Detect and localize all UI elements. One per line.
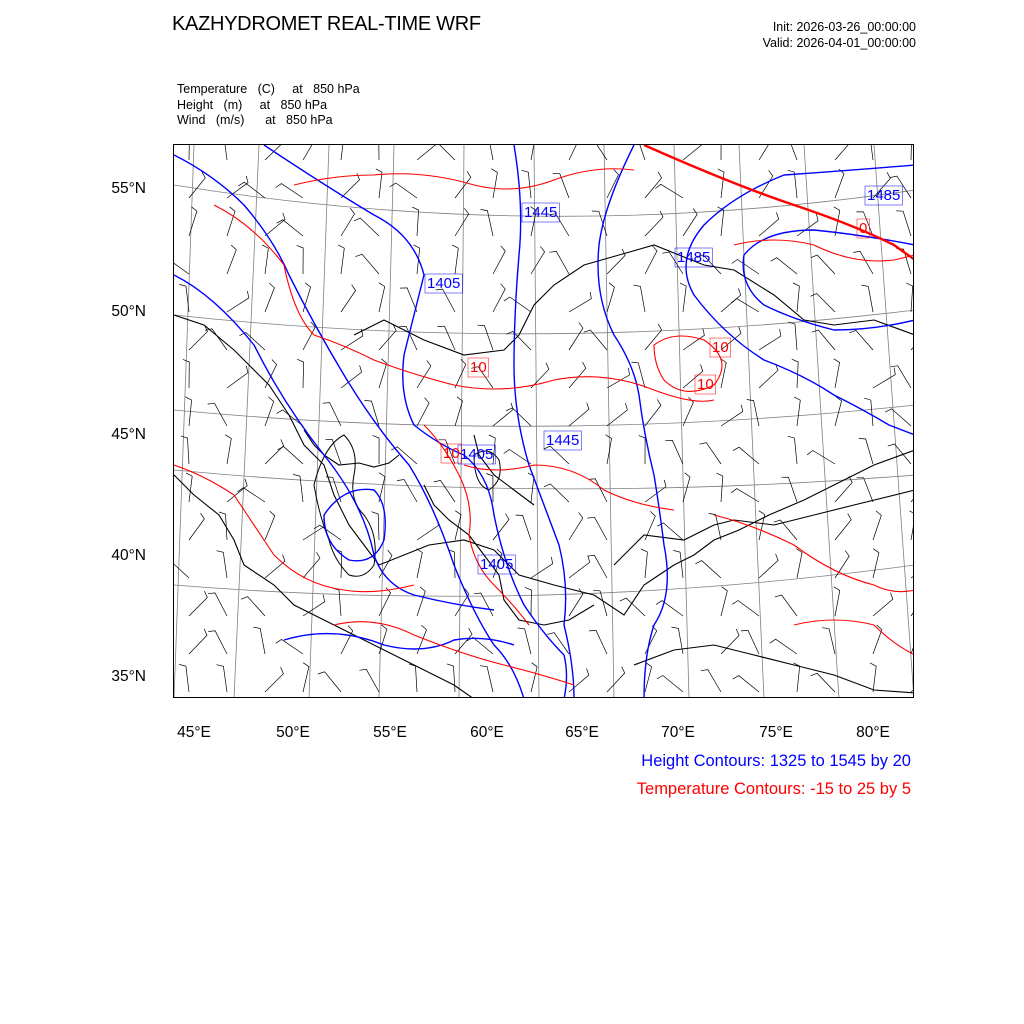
wind-barb — [781, 145, 797, 160]
wind-barb — [481, 210, 494, 237]
wind-barb — [811, 673, 835, 692]
wind-barb — [417, 398, 429, 426]
wind-barb — [645, 172, 662, 198]
wind-barb — [911, 557, 914, 578]
height-contours — [174, 145, 914, 698]
wind-barb — [323, 403, 341, 426]
temperature-contour-label: 10 — [712, 339, 729, 356]
wind-barb — [217, 551, 228, 578]
init-time: Init: 2026-03-26_00:00:00 — [772, 20, 916, 34]
wind-barb — [645, 626, 657, 654]
wind-barb — [771, 258, 797, 274]
wind-barb — [227, 366, 248, 388]
country-borders — [174, 245, 914, 698]
wind-barb — [835, 514, 851, 540]
wind-barb — [873, 368, 895, 388]
wind-barb — [379, 588, 391, 616]
wind-barb — [569, 145, 580, 160]
wind-barb — [788, 322, 797, 350]
wind-barb — [238, 182, 265, 198]
wind-barb — [303, 519, 325, 540]
wind-barb — [455, 171, 471, 198]
wind-barb — [657, 676, 683, 693]
wind-barb — [181, 436, 189, 464]
wind-barb — [265, 213, 285, 236]
wind-barb — [293, 474, 303, 502]
wind-barb — [906, 283, 912, 312]
wind-barb — [372, 145, 379, 160]
run-info — [763, 19, 916, 51]
wind-barb — [569, 322, 583, 350]
wind-barb — [896, 211, 911, 236]
wind-barb — [354, 218, 379, 236]
map-title: KAZHYDROMET REAL-TIME WRF — [172, 13, 481, 35]
wind-barb — [491, 169, 497, 198]
wind-barb — [493, 403, 513, 426]
wind-barb — [812, 330, 835, 350]
wind-barb — [217, 145, 227, 160]
wind-barb — [189, 513, 204, 540]
wind-barb — [276, 639, 303, 654]
wind-barb — [189, 172, 205, 198]
wind-barb — [359, 669, 379, 692]
wind-barb — [731, 299, 759, 312]
wind-barb — [695, 561, 721, 578]
wind-barb — [645, 399, 661, 426]
wind-barb — [400, 288, 417, 312]
wind-barb — [265, 511, 275, 540]
wind-barb — [265, 555, 285, 578]
temperature-legend: Temperature Contours: -15 to 25 by 5 — [636, 780, 911, 798]
wind-barb — [183, 145, 190, 160]
wind-barb — [759, 511, 765, 540]
wind-barb — [741, 630, 759, 654]
wind-barb — [759, 364, 778, 388]
wind-barb — [794, 663, 800, 692]
lon-label-65: 65°E — [565, 724, 599, 741]
wind-barb — [620, 598, 645, 616]
wind-barb — [870, 663, 876, 692]
wind-barb — [732, 260, 759, 275]
wind-barb — [759, 212, 779, 236]
wind-barb — [701, 670, 721, 692]
wind-barb — [530, 145, 536, 160]
lon-label-55: 55°E — [373, 724, 407, 741]
wind-barb — [416, 549, 422, 578]
wind-barb — [718, 169, 724, 198]
lon-label-70: 70°E — [661, 724, 695, 741]
wind-barb — [589, 630, 607, 654]
wind-barb — [911, 625, 914, 654]
wind-barb — [834, 587, 840, 616]
height-legend: Height Contours: 1325 to 1545 by 20 — [641, 752, 911, 770]
wind-barb — [518, 628, 531, 654]
wind-barb — [863, 145, 873, 160]
wind-barb — [531, 246, 545, 274]
wind-barb — [822, 628, 835, 654]
wind-barb — [770, 639, 797, 654]
wind-barb — [592, 211, 607, 236]
height-contour-label: 1445 — [524, 204, 558, 221]
map-panel — [173, 144, 914, 698]
wind-barb — [853, 251, 873, 274]
wind-barb — [493, 514, 509, 541]
wind-barb — [379, 283, 385, 312]
wind-barb — [265, 439, 284, 464]
wind-barb — [217, 665, 228, 692]
wind-barb — [732, 601, 759, 617]
wind-barb — [641, 549, 647, 578]
wind-barb — [547, 633, 569, 654]
wind-barb — [179, 284, 189, 312]
wind-barb — [910, 511, 915, 540]
wind-barb — [516, 515, 531, 540]
wind-barb — [262, 245, 268, 274]
wind-barb — [544, 484, 569, 502]
wind-barb — [759, 145, 773, 160]
wind-barb — [480, 666, 493, 692]
wind-barb — [645, 246, 657, 274]
lon-label-60: 60°E — [470, 724, 504, 741]
wind-barb — [341, 173, 360, 198]
wind-barb — [835, 169, 844, 198]
wind-barb — [888, 444, 911, 464]
wind-barb — [189, 629, 207, 654]
wind-barb — [174, 259, 189, 274]
wind-barb — [417, 360, 431, 388]
wind-barb — [607, 403, 627, 426]
wind-barb — [700, 443, 722, 464]
wind-barb — [208, 631, 227, 654]
wind-barb — [796, 549, 802, 578]
lon-label-75: 75°E — [759, 724, 793, 741]
wind-barb — [318, 672, 341, 692]
wind-barb — [493, 246, 505, 274]
wind-barb — [189, 325, 207, 350]
wind-barb — [857, 478, 873, 502]
height-contour-label: 1445 — [546, 432, 580, 449]
wind-barb — [522, 170, 532, 198]
temperature-contour-label: 10 — [470, 359, 487, 376]
wind-barb — [376, 169, 382, 198]
height-contour-label: 1485 — [677, 249, 711, 266]
field-wind: Wind (m/s) at 850 hPa — [177, 113, 333, 127]
wind-barb — [683, 397, 693, 426]
wind-barb — [793, 283, 799, 312]
wind-barb — [205, 329, 227, 350]
wind-barb — [365, 401, 380, 427]
wind-barb — [733, 447, 759, 464]
wind-barb — [593, 590, 607, 616]
wind-barb — [715, 145, 722, 160]
wind-barb — [297, 245, 304, 274]
wind-barb — [189, 207, 197, 236]
wind-barb — [645, 324, 662, 350]
wind-barb — [683, 145, 703, 160]
wind-barb — [873, 549, 879, 578]
lat-label-55: 55°N — [111, 180, 146, 197]
wind-barb — [481, 145, 493, 160]
wind-barb — [265, 283, 274, 312]
wind-barb — [341, 285, 356, 312]
lat-label-35: 35°N — [111, 668, 146, 685]
wind-barb — [390, 183, 417, 198]
wind-barb — [911, 325, 914, 350]
wind-barb — [911, 476, 914, 502]
wind-barb — [227, 207, 235, 236]
wind-barb — [430, 145, 455, 160]
wind-barb — [314, 525, 341, 540]
wind-barb — [227, 245, 236, 274]
temperature-contour-label: 10 — [443, 445, 460, 462]
wind-barb — [873, 625, 882, 654]
wind-barb — [225, 435, 231, 464]
wind-barb — [759, 554, 778, 578]
wind-barb — [849, 330, 873, 350]
valid-time: Valid: 2026-04-01_00:00:00 — [762, 36, 916, 50]
wind-barb — [379, 324, 396, 350]
wind-barb — [241, 597, 265, 616]
graticule — [174, 145, 914, 698]
wind-barb — [859, 438, 873, 464]
wind-barb — [588, 517, 608, 540]
wind-barb — [569, 403, 589, 426]
wind-barb — [372, 512, 379, 540]
temperature-contour-label: 0 — [859, 220, 868, 237]
height-contour-label: 1405 — [427, 275, 461, 292]
wind-barb — [303, 145, 316, 160]
wind-barb — [277, 220, 303, 236]
wind-barb — [447, 664, 455, 692]
wind-barb — [373, 435, 380, 464]
wind-barb — [531, 663, 537, 692]
wind-barb — [861, 285, 873, 312]
wind-barb — [665, 440, 683, 464]
wind-barb — [569, 556, 590, 579]
wind-barb — [455, 628, 472, 654]
lon-label-50: 50°E — [276, 724, 310, 741]
wind-barb — [721, 587, 727, 616]
wind-barb — [303, 663, 309, 692]
wind-barb — [452, 245, 458, 274]
wind-barb — [303, 283, 311, 312]
wind-barb — [569, 588, 583, 616]
wind-barb — [417, 587, 425, 616]
wind-barb — [905, 145, 912, 160]
wind-barb — [747, 400, 759, 427]
wind-barb — [277, 410, 303, 426]
wind-barb — [265, 397, 274, 426]
field-height: Height (m) at 850 hPa — [177, 97, 328, 112]
lat-label-45: 45°N — [111, 426, 146, 443]
lon-label-45: 45°E — [177, 724, 211, 741]
wind-barb — [835, 397, 842, 426]
wind-barb — [417, 145, 437, 160]
wind-barb — [811, 255, 835, 274]
wind-barb — [607, 249, 625, 274]
wind-barb — [834, 359, 840, 388]
wind-barb — [634, 285, 646, 312]
wind-barb — [680, 283, 686, 312]
wind-barb — [569, 292, 591, 312]
wind-barb — [588, 555, 608, 578]
wind-barb — [455, 208, 469, 236]
height-contour-label: 1485 — [867, 187, 901, 204]
wind-barb — [606, 435, 612, 464]
wind-barb — [885, 409, 911, 426]
wind-barb — [338, 145, 344, 160]
wind-barb — [717, 473, 723, 502]
wind-barb — [240, 333, 266, 351]
wind-barb — [455, 588, 469, 616]
wind-barb — [630, 145, 645, 160]
wind-barb — [338, 245, 344, 274]
wind-barb — [434, 480, 455, 502]
wind-barb — [276, 184, 303, 198]
wind-barb — [569, 512, 583, 540]
wind-barb — [655, 184, 683, 198]
wind-barb — [297, 359, 303, 388]
field-temperature: Temperature (C) at 850 hPa — [177, 82, 360, 96]
wind-barb — [549, 251, 569, 274]
wind-barb — [332, 588, 341, 616]
wind-barb — [504, 297, 531, 312]
wind-barb — [782, 477, 798, 502]
wind-barb — [639, 435, 646, 464]
wind-barb — [835, 145, 852, 160]
wind-barb — [356, 254, 380, 274]
map-canvas — [174, 145, 914, 698]
wind-barb — [417, 519, 439, 540]
wind-barb — [303, 552, 320, 578]
wind-barb — [303, 322, 315, 350]
wind-barb — [607, 667, 625, 692]
wind-barb — [607, 283, 615, 312]
lat-label-40: 40°N — [111, 547, 146, 564]
wind-barb — [265, 667, 283, 692]
wind-barb — [303, 595, 325, 616]
wind-barb — [759, 329, 781, 350]
height-contour-label: 1405 — [460, 446, 494, 463]
lon-label-80: 80°E — [856, 724, 890, 741]
wind-barb — [775, 595, 797, 616]
wind-barb — [397, 480, 417, 503]
wind-barb — [797, 214, 818, 236]
wind-barb — [189, 591, 207, 616]
wind-barb — [174, 560, 189, 578]
wind-barb — [733, 676, 759, 692]
wind-barb — [341, 208, 355, 236]
wind-barb — [477, 325, 493, 350]
wind-barb — [341, 365, 362, 388]
lat-label-50: 50°N — [111, 303, 146, 320]
wind-barb — [436, 289, 455, 312]
wind-barb — [911, 589, 914, 616]
height-contour-label: 1405 — [480, 556, 514, 573]
wind-barb — [208, 593, 227, 616]
wind-barb — [493, 284, 505, 312]
wind-barb — [253, 627, 265, 654]
wind-barb — [569, 362, 586, 388]
wind-barb — [721, 288, 741, 312]
wind-barb — [278, 447, 304, 464]
wind-barb — [873, 511, 881, 540]
caspian-shore — [314, 435, 375, 576]
wind-barb — [807, 451, 835, 465]
wind-barb — [794, 397, 800, 426]
field-list — [177, 82, 360, 129]
temperature-contour-label: 10 — [697, 376, 714, 393]
wind-barb — [721, 405, 743, 426]
wind-barb — [891, 366, 911, 388]
wind-barb — [227, 291, 249, 312]
wind-barb — [409, 664, 417, 692]
wind-barb — [531, 557, 553, 578]
wind-barb — [873, 593, 893, 616]
wind-barb — [179, 664, 189, 692]
wind-barb — [788, 436, 797, 464]
wind-barb — [455, 359, 466, 388]
